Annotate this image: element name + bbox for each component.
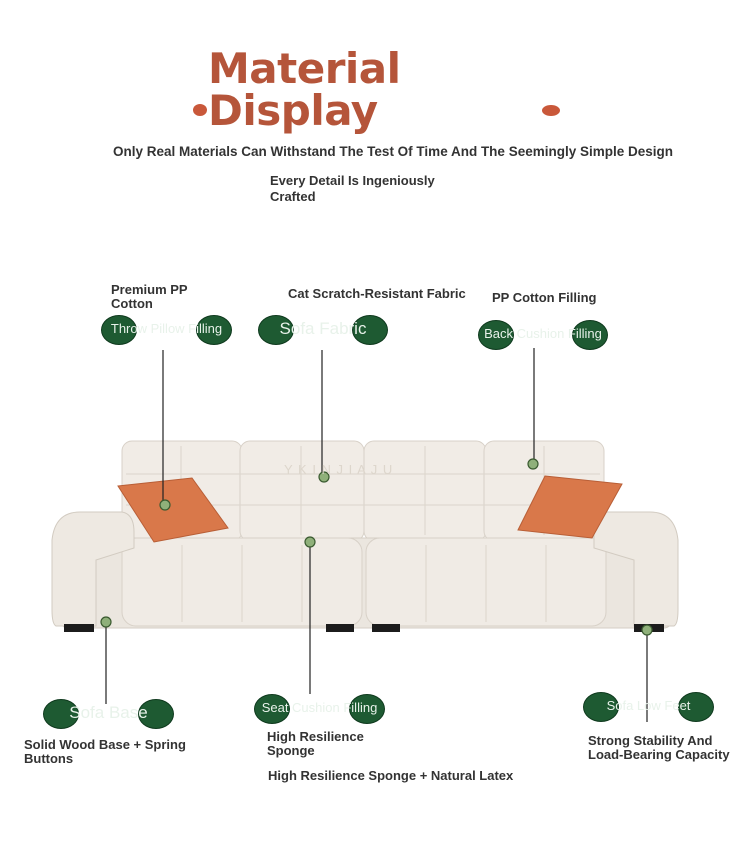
page-subtitle: Only Real Materials Can Withstand The Test Of Time And The Seemingly Simple Design bbox=[113, 144, 673, 159]
sofa-base-material: Solid Wood Base + Spring Buttons bbox=[24, 737, 186, 766]
marker-sofa-feet bbox=[642, 625, 652, 635]
sofa-fabric-pill bbox=[258, 315, 388, 345]
seat-cushion-material: High Resilience Sponge bbox=[267, 729, 364, 758]
throw-pillow-pill bbox=[101, 315, 232, 345]
seat-cushion-pill bbox=[254, 694, 385, 724]
sofa-watermark: Y K I N J I A J U bbox=[284, 462, 394, 477]
sofa-fabric-part: Sofa Fabric bbox=[279, 319, 367, 338]
sofa-feet-pill bbox=[583, 692, 714, 722]
back-cushion-pill bbox=[478, 320, 608, 350]
sofa-base-part: Sofa Base bbox=[69, 703, 148, 722]
seat-cushion-material-2: High Resilience Sponge + Natural Latex bbox=[268, 768, 514, 783]
throw-pillow-material: Premium PP Cotton bbox=[111, 282, 188, 311]
sofa-base-pill bbox=[43, 699, 174, 729]
seat-cushion-part: Seat Cushion Filling bbox=[261, 700, 378, 715]
marker-throw-pillow bbox=[160, 500, 170, 510]
throw-pillow-part: Throw Pillow Filling bbox=[110, 321, 223, 336]
title-line-1: Material bbox=[208, 44, 401, 93]
marker-seat-cushion bbox=[305, 537, 315, 547]
title-line-2: Display bbox=[208, 86, 378, 135]
marker-sofa-base bbox=[101, 617, 111, 627]
back-cushion-part: Back Cushion Filling bbox=[484, 326, 602, 341]
sofa-feet-material: Strong Stability And Load-Bearing Capacity bbox=[588, 733, 730, 762]
page-tagline: Every Detail Is Ingeniously Crafted bbox=[270, 173, 435, 204]
sofa-fabric-material: Cat Scratch-Resistant Fabric bbox=[288, 286, 466, 301]
sofa-feet-part: Sofa Low Feet bbox=[606, 698, 691, 713]
marker-back-cushion bbox=[528, 459, 538, 469]
back-cushion-material: PP Cotton Filling bbox=[492, 290, 597, 305]
